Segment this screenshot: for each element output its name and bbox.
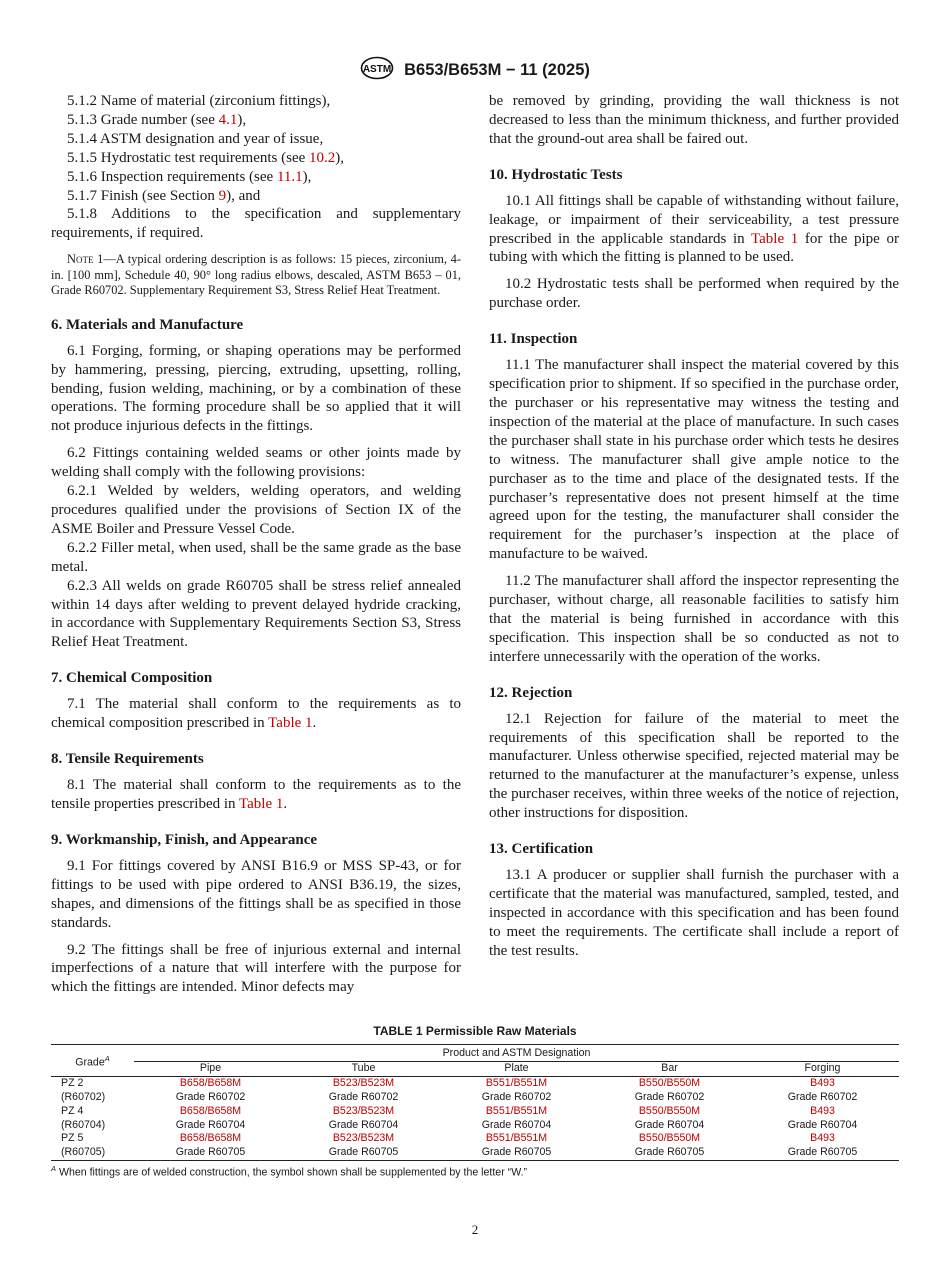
product-designation-header: Product and ASTM Designation <box>134 1045 899 1062</box>
page-header <box>0 56 950 85</box>
svg-text:ASTM: ASTM <box>362 64 392 75</box>
section-10-heading: 10. Hydrostatic Tests <box>489 166 623 183</box>
grade-designation: Grade R60704 <box>328 1118 399 1131</box>
designation-link[interactable]: B658/B658M <box>179 1104 242 1117</box>
section-8-heading: 8. Tensile Requirements <box>51 751 204 768</box>
section-12-heading: 12. Rejection <box>489 684 573 701</box>
grade-designation: Grade R60705 <box>440 1146 593 1160</box>
grade-designation: Grade R60705 <box>134 1146 287 1160</box>
table-row <box>51 1091 899 1105</box>
grade-designation: Grade R60702 <box>328 1090 399 1103</box>
column-header: Plate <box>440 1061 593 1076</box>
left-column <box>51 92 461 997</box>
section-link[interactable]: 9 <box>218 187 227 204</box>
designation-link[interactable]: B523/B523M <box>332 1132 395 1145</box>
paragraph-6-2-3: 6.2.3 All welds on grade R60705 shall be stress relief annealed within 14 days after welding to prevent delayed hydride cracking, in accordance with Supplementary Requirements Section S3, Stress Relief Heat Treatment. <box>51 577 461 651</box>
section-6-heading: 6. Materials and Manufacture <box>51 316 244 333</box>
designation-link[interactable]: B493 <box>810 1132 835 1145</box>
designation-link[interactable]: B551/B551M <box>485 1132 548 1145</box>
paragraph-11-2: 11.2 The manufacturer shall afford the inspector representing the purchaser, without charge, all reasonable facilities to satisfy him that the material is being furnished in accordance with this specification. This inspection shall be so conducted as not to interfere unnecessarily with the operation of the works. <box>489 573 899 665</box>
list-item: 5.1.3 Grade number (see 4.1), <box>67 111 247 128</box>
paragraph-10-1: 10.1 All fittings shall be capable of withstanding without failure, leakage, or impairment of their serviceability, a test pressure prescribed in the applicable standards in Table 1 for the pipe or tubing with which the fitting is planned to be used. <box>489 192 899 266</box>
table-1-link[interactable]: Table 1 <box>239 795 284 812</box>
designation-link[interactable]: B493 <box>810 1076 835 1089</box>
list-item: 5.1.5 Hydrostatic test requirements (see 10.2), <box>67 149 345 166</box>
grade-designation: Grade R60704 <box>481 1118 552 1131</box>
column-header: Pipe <box>134 1061 287 1076</box>
grade-designation: Grade R60702 <box>481 1090 552 1103</box>
paragraph-6-2-2: 6.2.2 Filler metal, when used, shall be the same grade as the base metal. <box>51 539 461 575</box>
designation-link[interactable]: B551/B551M <box>485 1104 548 1117</box>
grade-cell: PZ 4 <box>61 1104 84 1117</box>
paragraph-10-2: 10.2 Hydrostatic tests shall be performed when required by the purchase order. <box>489 276 899 312</box>
grade-designation: Grade R60702 <box>787 1090 858 1103</box>
grade-cell: PZ 2 <box>61 1076 84 1089</box>
column-header: Tube <box>287 1061 440 1076</box>
paragraph-9-2-continued: be removed by grinding, providing the wall thickness is not decreased to less than the minimum thickness, and further provided that the ground-out area shall be faired out. <box>489 93 899 147</box>
designation-link[interactable]: B658/B658M <box>179 1076 242 1089</box>
table-1 <box>51 1024 899 1179</box>
grade-designation: Grade R60704 <box>787 1118 858 1131</box>
column-header: Bar <box>593 1061 746 1076</box>
designation-link[interactable]: B493 <box>810 1104 835 1117</box>
designation-link[interactable]: B550/B550M <box>638 1132 701 1145</box>
standard-designation: B653/B653M − 11 (2025) <box>404 61 590 79</box>
table-1-link[interactable]: Table 1 <box>751 230 799 247</box>
section-link[interactable]: 10.2 <box>309 149 336 166</box>
paragraph-11-1: 11.1 The manufacturer shall inspect the material covered by this specification prior to shipment. If so specified in the purchase order, the purchaser or his representative may witness the testing and inspection of the material at the place of manufacture. In such cases the purchaser shall state in his purchase order which tests he desires to witness. The manufacturer shall give ample notice to the purchaser as to the time and place of the designated tests. If the purchaser’s representative does not present himself at the time agreed upon for the testing, the manufacturer shall consider the requirement for the purchaser’s inspection at the place of manufacture to be waived. <box>489 357 899 563</box>
table-row <box>51 1076 899 1090</box>
table-caption: TABLE 1 Permissible Raw Materials <box>373 1024 577 1038</box>
grade-designation: Grade R60704 <box>175 1118 246 1131</box>
section-link[interactable]: 4.1 <box>218 111 238 128</box>
column-header: Forging <box>746 1061 899 1076</box>
grade-cell: (R60704) <box>61 1118 106 1131</box>
designation-link[interactable]: B550/B550M <box>638 1104 701 1117</box>
paragraph-8-1: 8.1 The material shall conform to the requirements as to the tensile properties prescribed in Table 1. <box>51 777 461 812</box>
paragraph-9-1: 9.1 For fittings covered by ANSI B16.9 or MSS SP-43, or for fittings to be used with pipe ordered to ANSI B36.19, the sizes, shapes, and dimensions of the fittings shall be as specified in those standards. <box>51 857 461 931</box>
table-row <box>51 1146 899 1160</box>
grade-designation: Grade R60702 <box>634 1090 705 1103</box>
paragraph-13-1: 13.1 A producer or supplier shall furnish the purchaser with a certificate that the material was manufactured, sampled, tested, and inspected in accordance with this specification and has been found to meet the requirements. The certificate shall include a report of the test results. <box>489 867 899 959</box>
grade-cell: PZ 5 <box>61 1132 84 1145</box>
raw-materials-table <box>51 1044 899 1161</box>
section-13-heading: 13. Certification <box>489 841 594 858</box>
grade-designation: Grade R60705 <box>287 1146 440 1160</box>
table-footnote: $^A$ When fittings are of welded construction, the symbol shown shall be supplemented by the letter “W.” <box>51 1164 528 1179</box>
designation-link[interactable]: B550/B550M <box>638 1076 701 1089</box>
right-column <box>489 92 899 961</box>
grade-designation: Grade R60702 <box>175 1090 246 1103</box>
section-9-heading: 9. Workmanship, Finish, and Appearance <box>51 831 318 848</box>
grade-header: Grade$^A$ <box>51 1045 134 1077</box>
list-item: 5.1.6 Inspection requirements (see 11.1), <box>67 168 312 185</box>
grade-cell: (R60705) <box>51 1146 134 1160</box>
list-item: 5.1.7 Finish (see Section 9), and <box>67 187 261 204</box>
grade-designation: Grade R60704 <box>634 1118 705 1131</box>
table-1-link[interactable]: Table 1 <box>268 715 313 732</box>
section-7-heading: 7. Chemical Composition <box>51 670 213 687</box>
list-item: 5.1.4 ASTM designation and year of issue, <box>67 130 324 147</box>
designation-link[interactable]: B658/B658M <box>179 1132 242 1145</box>
table-row <box>51 1132 899 1146</box>
table-row <box>51 1119 899 1133</box>
paragraph-6-2-1: 6.2.1 Welded by welders, welding operators, and welding procedures qualified under the provisions of Section IX of the ASME Boiler and Pressure Vessel Code. <box>51 483 461 537</box>
grade-designation: Grade R60705 <box>593 1146 746 1160</box>
astm-logo-icon <box>360 56 394 85</box>
paragraph-6-1: 6.1 Forging, forming, or shaping operations may be performed by hammering, pressing, piercing, extruding, upsetting, rolling, bending, fusion welding, machining, or by a combination of these operations. The forming procedure shall be so applied that it will not produce injurious defects in the fittings. <box>51 342 461 435</box>
section-link[interactable]: 11.1 <box>276 168 303 185</box>
designation-link[interactable]: B523/B523M <box>332 1076 395 1089</box>
paragraph-9-2: 9.2 The fittings shall be free of injurious external and internal imperfections of a nature that will interfere with the purpose for which the fittings are intended. Minor defects may <box>51 941 461 996</box>
grade-cell: (R60702) <box>61 1090 106 1103</box>
designation-link[interactable]: B523/B523M <box>332 1104 395 1117</box>
grade-designation: Grade R60705 <box>746 1146 899 1160</box>
list-item: 5.1.2 Name of material (zirconium fittings), <box>67 93 331 109</box>
paragraph-7-1: 7.1 The material shall conform to the requirements as to chemical composition prescribed in Table 1. <box>51 696 461 732</box>
section-11-heading: 11. Inspection <box>489 331 578 348</box>
list-item: 5.1.8 Additions to the specification and supplementary requirements, if required. <box>51 206 461 242</box>
table-row <box>51 1105 899 1119</box>
designation-link[interactable]: B551/B551M <box>485 1076 548 1089</box>
note-1: Note 1—A typical ordering description is as follows: 15 pieces, zirconium, 4-in. [100 mm], Schedule 40, 90° long radius elbows, descaled, ASTM B653 – 01, Grade R60702. Supplementary Requirement S3, Stress Relief Heat Treatment. <box>51 252 461 298</box>
page-number: 2 <box>471 1222 479 1237</box>
paragraph-12-1: 12.1 Rejection for failure of the material to meet the requirements of this specification shall be reported to the manufacturer. Unless otherwise specified, rejected material may be returned to the manufacturer at the manufacturer’s expense, unless the purchaser receives, within three weeks of the notice of rejection, other instructions for disposition. <box>489 710 899 822</box>
paragraph-6-2: 6.2 Fittings containing welded seams or other joints made by welding shall comply with the following provisions: <box>51 445 461 481</box>
